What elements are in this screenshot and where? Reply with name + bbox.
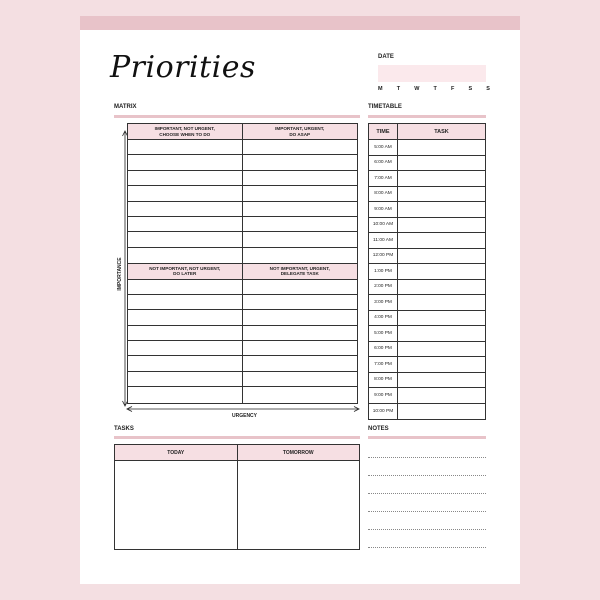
writing-line[interactable] [243, 217, 358, 232]
task-slot[interactable] [398, 357, 485, 372]
importance-axis-label: IMPORTANCE [117, 257, 123, 291]
task-slot[interactable] [398, 326, 485, 341]
time-slot-label: 11:00 AM [369, 233, 398, 248]
today-header: TODAY [115, 445, 237, 461]
writing-line[interactable] [128, 341, 242, 356]
urgency-axis-arrow [126, 405, 360, 413]
task-slot[interactable] [398, 218, 485, 233]
timetable-row [369, 342, 485, 358]
writing-line[interactable] [243, 186, 358, 201]
quadrant-header [128, 264, 242, 280]
task-slot[interactable] [398, 388, 485, 403]
time-slot-label: 4:00 PM [369, 311, 398, 326]
timetable-row [369, 264, 485, 280]
tasks-section-label: TASKS [114, 426, 134, 432]
urgency-axis-label: URGENCY [232, 413, 258, 419]
quadrant-title: NOT IMPORTANT, NOT URGENT, [149, 265, 221, 271]
matrix-section-label: MATRIX [114, 104, 137, 110]
notes-line[interactable] [368, 529, 486, 530]
day-thursday[interactable]: T [433, 86, 437, 92]
task-slot[interactable] [398, 311, 485, 326]
tasks-section-bar [114, 436, 360, 439]
day-tuesday[interactable]: T [396, 86, 401, 92]
tomorrow-column[interactable] [238, 445, 360, 549]
timetable [368, 123, 486, 420]
writing-line[interactable] [128, 186, 242, 201]
time-slot-label: 9:00 PM [369, 388, 398, 403]
time-slot-label: 6:00 PM [369, 342, 398, 357]
writing-line[interactable] [243, 310, 358, 325]
writing-line[interactable] [243, 232, 358, 247]
quadrant-title: IMPORTANT, NOT URGENT, [154, 126, 215, 131]
quadrant-header [128, 124, 242, 140]
task-slot[interactable] [398, 295, 485, 310]
timetable-row [369, 404, 485, 420]
date-field[interactable] [378, 65, 486, 82]
writing-line[interactable] [128, 217, 242, 232]
writing-line[interactable] [128, 387, 242, 402]
writing-line[interactable] [243, 387, 358, 402]
writing-line[interactable] [243, 155, 358, 170]
writing-line[interactable] [243, 341, 358, 356]
task-slot[interactable] [398, 171, 485, 186]
task-slot[interactable] [398, 140, 485, 155]
notes-line[interactable] [368, 475, 486, 476]
day-saturday[interactable]: S [468, 86, 473, 92]
timetable-row [369, 295, 485, 311]
task-slot[interactable] [398, 280, 485, 295]
day-friday[interactable]: F [450, 86, 455, 92]
notes-section-label: NOTES [368, 426, 389, 432]
timetable-row [369, 156, 485, 172]
day-sunday[interactable]: S [486, 86, 490, 92]
quadrant-subtitle: CHOOSE WHEN TO DO [159, 131, 211, 137]
writing-line[interactable] [128, 202, 242, 217]
time-slot-label: 7:00 AM [369, 171, 398, 186]
planner-page [80, 16, 520, 584]
time-slot-label: 8:00 PM [369, 373, 398, 388]
time-slot-label: 6:00 AM [369, 156, 398, 171]
quadrant-not-important-urgent [243, 264, 358, 404]
timetable-header [369, 124, 485, 140]
writing-line[interactable] [128, 248, 242, 263]
time-slot-label: 8:00 AM [369, 187, 398, 202]
timetable-row [369, 187, 485, 203]
task-column-header: TASK [434, 128, 449, 135]
quadrant-subtitle: DO ASAP [289, 131, 311, 137]
task-slot[interactable] [398, 342, 485, 357]
writing-line[interactable] [128, 140, 242, 155]
quadrant-title: IMPORTANT, URGENT, [275, 126, 325, 131]
notes-line[interactable] [368, 547, 486, 548]
task-slot[interactable] [398, 233, 485, 248]
priority-matrix [127, 123, 358, 404]
timetable-section-bar [368, 115, 486, 118]
quadrant-header [243, 124, 358, 140]
matrix-section-bar [114, 115, 360, 118]
time-column-header: TIME [369, 124, 398, 139]
notes-line[interactable] [368, 457, 486, 458]
writing-line[interactable] [243, 248, 358, 263]
task-slot[interactable] [398, 264, 485, 279]
time-slot-label: 2:00 PM [369, 280, 398, 295]
quadrant-subtitle: DO LATER [173, 271, 197, 276]
timetable-row [369, 357, 485, 373]
quadrant-header [243, 264, 358, 280]
timetable-row [369, 202, 485, 218]
notes-line[interactable] [368, 493, 486, 494]
time-slot-label: 9:00 AM [369, 202, 398, 217]
time-slot-label: 7:00 PM [369, 357, 398, 372]
timetable-row [369, 388, 485, 404]
timetable-row [369, 311, 485, 327]
timetable-row [369, 171, 485, 187]
quadrant-not-important-not-urgent [128, 264, 243, 404]
writing-line[interactable] [128, 295, 242, 310]
day-wednesday[interactable]: W [414, 86, 420, 92]
quadrant-subtitle: DELEGATE TASK [280, 271, 319, 276]
task-slot[interactable] [398, 202, 485, 217]
writing-line[interactable] [243, 140, 358, 155]
time-slot-label: 12:00 PM [369, 249, 398, 264]
writing-line[interactable] [128, 356, 242, 371]
writing-line[interactable] [243, 372, 358, 387]
timetable-row [369, 280, 485, 296]
quadrant-title: NOT IMPORTANT, URGENT, [269, 265, 330, 271]
writing-line[interactable] [243, 295, 358, 310]
top-band [80, 16, 520, 30]
writing-line[interactable] [243, 202, 358, 217]
task-slot[interactable] [398, 156, 485, 171]
writing-line[interactable] [128, 155, 242, 170]
timetable-row [369, 373, 485, 389]
writing-line[interactable] [243, 280, 358, 295]
weekday-selector [378, 86, 490, 92]
writing-line[interactable] [243, 356, 358, 371]
page-title: Priorities [110, 50, 256, 85]
timetable-row [369, 218, 485, 234]
writing-line[interactable] [128, 280, 242, 295]
today-column[interactable] [115, 445, 238, 549]
timetable-row [369, 249, 485, 265]
timetable-row [369, 140, 485, 156]
day-monday[interactable]: M [378, 86, 383, 92]
time-slot-label: 3:00 PM [369, 295, 398, 310]
writing-line[interactable] [128, 171, 242, 186]
time-slot-label: 5:00 AM [369, 140, 398, 155]
quadrant-important-not-urgent [128, 124, 243, 264]
time-slot-label: 10:00 PM [369, 404, 398, 420]
timetable-rows [369, 140, 485, 419]
tomorrow-header: TOMORROW [238, 445, 360, 461]
writing-line[interactable] [128, 372, 242, 387]
time-slot-label: 1:00 PM [369, 264, 398, 279]
time-slot-label: 5:00 PM [369, 326, 398, 341]
date-label: DATE [378, 54, 394, 60]
notes-section-bar [368, 436, 486, 439]
task-slot[interactable] [398, 373, 485, 388]
writing-line[interactable] [128, 310, 242, 325]
timetable-section-label: TIMETABLE [368, 104, 402, 110]
quadrant-important-urgent [243, 124, 358, 264]
writing-line[interactable] [243, 326, 358, 341]
task-slot[interactable] [398, 404, 485, 420]
writing-line[interactable] [128, 232, 242, 247]
timetable-row [369, 233, 485, 249]
time-slot-label: 10:00 AM [369, 218, 398, 233]
timetable-row [369, 326, 485, 342]
notes-line[interactable] [368, 511, 486, 512]
task-slot[interactable] [398, 249, 485, 264]
task-slot[interactable] [398, 187, 485, 202]
writing-line[interactable] [128, 326, 242, 341]
tasks-table [114, 444, 360, 550]
writing-line[interactable] [243, 171, 358, 186]
